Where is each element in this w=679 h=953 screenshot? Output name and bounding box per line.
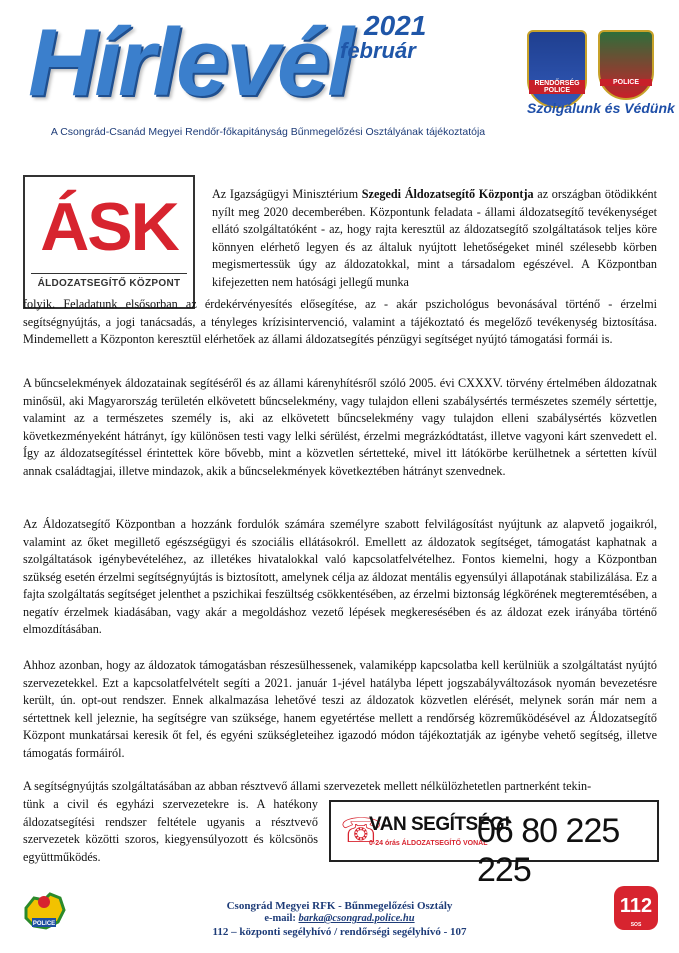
ask-logo-letters: ÁSK bbox=[40, 189, 178, 265]
newsletter-header bbox=[0, 0, 679, 150]
police-crest-icon: POLICE bbox=[598, 30, 654, 100]
center-name: Szegedi Áldozatsegítő Központja bbox=[361, 187, 534, 201]
phone-icon: ☏ bbox=[340, 811, 383, 851]
helpline-title: VAN SEGÍTSÉG! bbox=[369, 814, 510, 835]
partners-paragraph-rest: tünk a civil és egyházi szervezetekre is. A hatékony áldozatsegítési rendszer feltétele ugyanis a résztvevő szervezetek közötti szoros, kiegyensúlyozott és kölcsönös együttműködés. bbox=[23, 797, 318, 864]
newsletter-title: Hírlevél bbox=[28, 9, 351, 116]
victim-definition-paragraph: A bűncselekmények áldozatainak segítéséről és az állami kárenyhítésről szóló 2005. évi CXXXV. törvény értelmében áldozatnak minősül, aki Magyarország területén elkövetett bűncselekmény, vagy tulajdon elleni szabálysértés természetes személy sértettje, valamint az a természetes személy is, aki az elkövetett bűncselekmény vagy tulajdon elleni szabálysértés közvetlen következményeként hátrányt, így különösen testi vagy lelki sérülést, érzelmi megrázkódtatást, illetve vagyoni kárt szenvedett el. Így az áldozatsegítéssel érintettek köre bővebb, mint a közvetlen sértetteké, mivel itt látókörbe kerülhetnek a sértetten kívül annak családtagjai, illetve mindazok, akik a bűncselekmények következtében hátrányt szenvednek. bbox=[23, 376, 657, 478]
helpline-subtitle: 0-24 órás ÁLDOZATSEGÍTŐ VONAL bbox=[369, 840, 488, 847]
police-slogan: Szolgálunk és Védünk bbox=[527, 100, 675, 116]
helpline-box bbox=[329, 800, 659, 889]
footer-email-line: e-mail: barka@csongrad.police.hu bbox=[264, 913, 415, 924]
services-paragraph: Az Áldozatsegítő Központban a hozzánk fordulók számára személyre szabott felvilágosítást nyújtunk az alapvető jogaikról, valamint az őket megillető egészségügyi és szociális ellátásokról. Emellett az áldozatok segítséget, támogatást kaphatnak a szolgáltatások igénybevételéhez, az illetékes hivatalokkal való kapcsolatfelvételhez. Fontos kiemelni, hogy a Központban szükség esetén érzelmi segítségnyújtás is biztosított, amelynek célja az áldozat mentális egyensúlyi állapotának stabilizálása. Ez a fajta szolgáltatás segítséget jelenthet a pszichikai feszültség csökkentésében, az érzelmi biztonság légkörének megteremtésében, a negatív érzelmek kiadásában, vagy akár a megoldáshoz vezető lépések megkeresésében és az áldozat ezek irányába történő elmozdításában. bbox=[23, 517, 657, 636]
ask-logo-caption: ÁLDOZATSEGÍTŐ KÖZPONT bbox=[31, 273, 187, 289]
svg-text:POLICE: POLICE bbox=[32, 921, 56, 927]
police-shield-icon: RENDŐRSÉG POLICE bbox=[527, 30, 587, 108]
newsletter-footer bbox=[0, 878, 679, 953]
intro-paragraph-continued: folyik. Feladatunk elsősorban az érdekérvényesítés elősegítése, az - akár pszichológus bevonásával történő - érzelmi segítségnyújtás, a jogi tanácsadás, a tényleges krízisintervenció, valamint a tájékoztató és megelőző tevékenység biztosítása. Mindemellett a Központon keresztül elérhetőek az állami áldozatsegítés pénzügyi segítséget nyújtó támogatási formái is. bbox=[23, 297, 657, 346]
issue-year: 2021 bbox=[364, 10, 427, 41]
newsletter-subtitle: A Csongrád-Csanád Megyei Rendőr-főkapitányság Bűnmegelőzési Osztályának tájékoztatója bbox=[50, 126, 486, 138]
emergency-112-icon: 112 SOS bbox=[614, 886, 658, 930]
footer-org: Csongrád Megyei RFK - Bűnmegelőzési Osztály bbox=[226, 900, 453, 912]
intro-paragraph: Az Igazságügyi Minisztérium Szegedi Áldozatsegítő Központja az országban ötödikként nyílt meg 2020 decemberében. Központunk feladata - állami áldozatsegítő tevékenységet ellátó szolgáltatóként - az, hogy rajta keresztül az áldozatsegítő szolgáltatások teljes köre könnyen elérhető legyen és az általuk nyújtott lehetőségeket minél szélesebb körben megismertessük úgy az áldozatokkal, mint a társadalom egészével. A Központban kifejezetten nem hatósági jellegű munka bbox=[212, 187, 658, 289]
email-link[interactable]: barka@csongrad.police.hu bbox=[298, 913, 415, 924]
issue-month: február bbox=[340, 38, 416, 63]
helpline-number: 06 80 225 225 bbox=[477, 812, 620, 889]
ask-logo bbox=[23, 175, 195, 309]
footer-hotline: 112 – központi segélyhívó / rendőrségi segélyhívó - 107 bbox=[212, 926, 467, 938]
partners-paragraph-first-line: A segítségnyújtás szolgáltatásában az abban résztvevő állami szervezetek mellett nélkülözhetetlen partnerként tekin- bbox=[23, 779, 592, 793]
opt-out-paragraph: Ahhoz azonban, hogy az áldozatok támogatásban részesülhessenek, valamiképp kapcsolatba kell kerülniük a szolgáltatást nyújtó szervezetekkel. Ezt a kapcsolatfelvételt segíti a 2021. január 1-jével hatályba lépett jogszabályváltozások nyomán bevezetésre került, ún. opt-out rendszer. Ennek alkalmazása lehetővé teszi az áldozatok közvetlen elérését, melynek során már nem a sértettnek kell jeleznie, ha segítségre van szüksége, hanem egyetértése mellett a rendőrség közreműködésével az Áldozatsegítő Központ munkatársai keresik őt fel, és egyéni szükségleteihez igazodó módon tájékoztatják az igénybe vehető segítség, illetve támogatás formáiról. bbox=[23, 658, 657, 760]
